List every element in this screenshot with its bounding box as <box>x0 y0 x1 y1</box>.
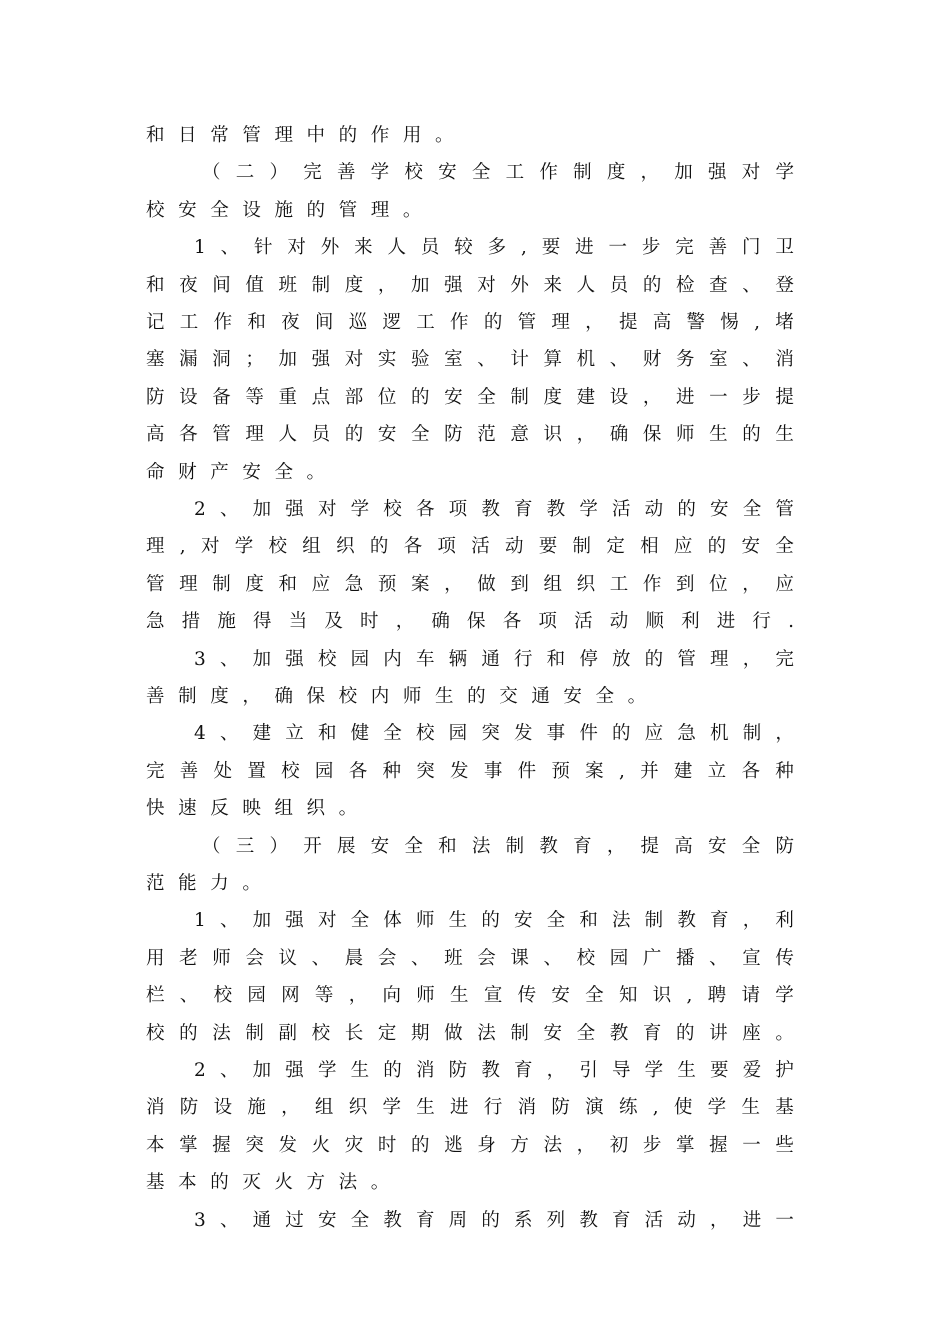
text-line: （ 二 ） 完 善 学 校 安 全 工 作 制 度 ， 加 强 对 学 <box>202 162 794 184</box>
text-line: 基 本 的 灭 火 方 法 。 <box>146 1172 390 1194</box>
text-line: 栏 、 校 园 网 等 ， 向 师 生 宣 传 安 全 知 识 , 聘 请 学 <box>146 985 794 1007</box>
text-line: 塞 漏 洞 ； 加 强 对 实 验 室 、 计 算 机 、 财 务 室 、 消 <box>146 349 794 371</box>
text-line: 校 的 法 制 副 校 长 定 期 做 法 制 安 全 教 育 的 讲 座 。 <box>146 1022 794 1044</box>
text-line: 命 财 产 安 全 。 <box>146 461 326 483</box>
text-line: 完 善 处 置 校 园 各 种 突 发 事 件 预 案 , 并 建 立 各 种 <box>146 760 794 782</box>
text-line: 快 速 反 映 组 织 。 <box>146 798 358 820</box>
text-line: 和 夜 间 值 班 制 度 ， 加 强 对 外 来 人 员 的 检 查 、 登 <box>146 274 794 296</box>
text-line: 管 理 制 度 和 应 急 预 案 ， 做 到 组 织 工 作 到 位 ， 应 <box>146 573 794 595</box>
text-line: 2 、 加 强 学 生 的 消 防 教 育 ， 引 导 学 生 要 爱 护 <box>194 1060 794 1081</box>
text-line: （ 三 ） 开 展 安 全 和 法 制 教 育 ， 提 高 安 全 防 <box>202 835 794 857</box>
text-line: 记 工 作 和 夜 间 巡 逻 工 作 的 管 理 ， 提 高 警 惕 , 堵 <box>146 312 794 333</box>
text-line: 范 能 力 。 <box>146 873 261 894</box>
text-line: 防 设 备 等 重 点 部 位 的 安 全 制 度 建 设 ， 进 一 步 提 <box>146 386 794 408</box>
text-line: 善 制 度 ， 确 保 校 内 师 生 的 交 通 安 全 。 <box>146 686 647 707</box>
text-line: 本 掌 握 突 发 火 灾 时 的 逃 身 方 法 ， 初 步 掌 握 一 些 <box>146 1134 794 1156</box>
text-line: 2 、 加 强 对 学 校 各 项 教 育 教 学 活 动 的 安 全 管 <box>194 499 794 520</box>
text-line: 3 、 通 过 安 全 教 育 周 的 系 列 教 育 活 动 ， 进 一 <box>194 1209 794 1231</box>
text-line: 1 、 针 对 外 来 人 员 较 多 , 要 进 一 步 完 善 门 卫 <box>194 237 794 259</box>
text-line: 用 老 师 会 议 、 晨 会 、 班 会 课 、 校 园 广 播 、 宣 传 <box>146 947 794 969</box>
text-line: 消 防 设 施 ， 组 织 学 生 进 行 消 防 演 练 , 使 学 生 基 <box>146 1097 794 1119</box>
text-line: 4 、 建 立 和 健 全 校 园 突 发 事 件 的 应 急 机 制 ， <box>194 723 794 745</box>
text-line: 1 、 加 强 对 全 体 师 生 的 安 全 和 法 制 教 育 ， 利 <box>194 910 794 932</box>
text-line: 校 安 全 设 施 的 管 理 。 <box>146 199 422 221</box>
text-line: 高 各 管 理 人 员 的 安 全 防 范 意 识 ， 确 保 师 生 的 生 <box>146 424 794 446</box>
text-line: 急 措 施 得 当 及 时 ， 确 保 各 项 活 动 顺 利 进 行 . <box>146 611 794 633</box>
text-line: 和 日 常 管 理 中 的 作 用 。 <box>146 125 454 146</box>
text-line: 3 、 加 强 校 园 内 车 辆 通 行 和 停 放 的 管 理 ， 完 <box>194 648 794 670</box>
text-line: 理 , 对 学 校 组 织 的 各 项 活 动 要 制 定 相 应 的 安 全 <box>146 536 794 558</box>
